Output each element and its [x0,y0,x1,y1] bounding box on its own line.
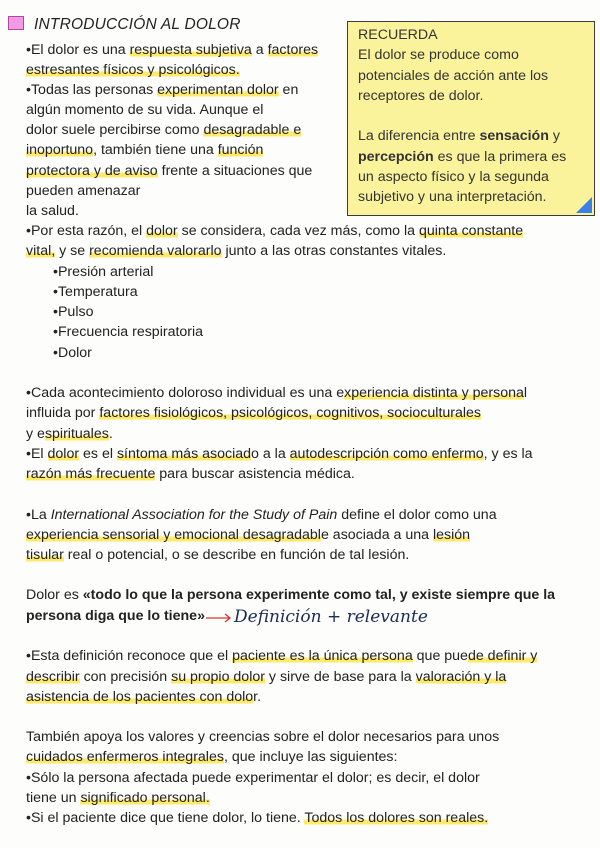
note-line: potenciales de acción ante los [358,67,549,84]
text-line: pueden amenazar [26,183,141,199]
note-label: RECUERDA [358,27,438,43]
vital-sign-item: •Temperatura [53,284,138,300]
text-line: estresantes físicos y psicológicos. [26,62,240,78]
text-line: tiene un significado personal. [26,790,210,806]
text-line: influida por factores fisiológicos, psicológicos, cognitivos, socioculturales [26,405,482,421]
text-line: algún momento de su vida. Aunque el [26,102,264,118]
page-title: INTRODUCCIÓN AL DOLOR [34,16,241,33]
note-corner-icon[interactable] [576,197,592,213]
text-line: •El dolor es el síntoma más asociado a la autodescripción como enfermo, y es la [26,446,533,462]
note-line: La diferencia entre sensación y [358,128,560,145]
text-line: •Cada acontecimiento doloroso individual es una experiencia distinta y personal [26,385,528,401]
text-line: •Sólo la persona afectada puede experimentar el dolor; es decir, el dolor [26,770,480,786]
text-line: y espirituales. [26,426,113,442]
text-line: •El dolor es una respuesta subjetiva a factores [26,42,319,58]
text-line: También apoya los valores y creencias sobre el dolor necesarios para unos [26,729,500,745]
reminder-note [347,21,595,216]
text-line: •Si el paciente dice que tiene dolor, lo tiene. Todos los dolores son reales. [26,810,489,826]
text-line: •Todas las personas experimentan dolor en [26,82,299,98]
text-line: razón más frecuente para buscar asistencia médica. [26,466,355,482]
text-line: la salud. [26,203,79,219]
text-line: asistencia de los pacientes con dolor. [26,689,262,705]
text-line: tisular real o potencial, o se describe en función de tal lesión. [26,547,410,563]
text-line: dolor suele percibirse como desagradable e [26,122,302,138]
text-line: inoportuno, también tiene una función [26,142,264,158]
note-line: subjetivo y una interpretación. [358,189,547,206]
text-line: vital, y se recomienda valorarlo junto a las otras constantes vitales. [26,243,447,259]
text-line: Dolor es «todo lo que la persona experimente como tal, y existe siempre que la [26,587,556,603]
vital-sign-item: •Pulso [53,304,94,320]
text-line: experiencia sensorial y emocional desagradable asociada a una lesión [26,527,471,543]
handwritten-note-text: Definición + relevante [234,607,428,627]
note-line: El dolor se produce como [358,47,519,64]
note-line: receptores de dolor. [358,87,484,104]
vital-sign-item: •Dolor [53,345,92,361]
text-line: •Esta definición reconoce que el paciente es la única persona que puede definir y [26,648,538,664]
note-line: percepción es que la primera es [358,148,567,165]
heading-marker-icon [8,16,24,30]
text-line: •La International Association for the Study of Pain define el dolor como una [26,507,497,523]
text-line: persona diga que lo tiene» [26,608,205,624]
text-line: •Por esta razón, el dolor se considera, cada vez más, como la quinta constante [26,223,524,239]
text-line: cuidados enfermeros integrales, que incluye las siguientes: [26,749,398,765]
vital-sign-item: •Frecuencia respiratoria [53,324,204,340]
note-line: un aspecto físico y la segunda [358,169,549,186]
text-line: protectora y de aviso frente a situaciones que [26,163,313,179]
handwritten-annotation [204,604,464,630]
vital-sign-item: •Presión arterial [53,264,154,280]
text-line: describir con precisión su propio dolor y sirve de base para la valoración y la [26,669,507,685]
